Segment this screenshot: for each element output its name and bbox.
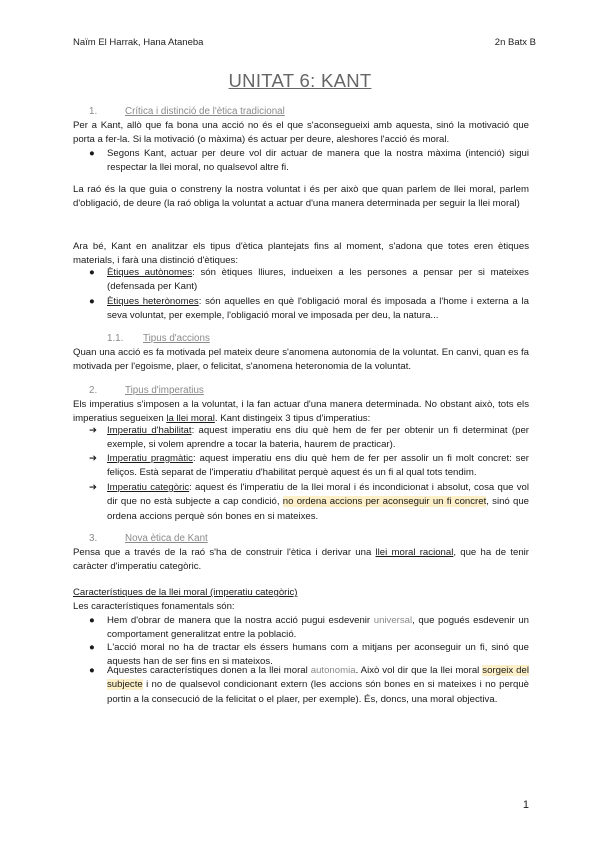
- bullet-icon: ●: [89, 267, 95, 278]
- pragmatic-text: : aquest imperatiu ens diu què hem de fer per assolir un fi molt concret: ser feliços. Està separat de l'imperatiu d'habilitat perquè aquest és un fi al qual tots tendim.: [107, 453, 529, 479]
- c1-text-a: Hem d'obrar de manera que la nostra acció pugui esdevenir: [107, 615, 374, 626]
- arrow-icon: ➔: [89, 425, 98, 436]
- s1-paragraph-3: Ara bé, Kant en analitzar els tipus d'ètica plantejats fins al moment, s'adona que totes eren ètiques materials, i farà una distinció d'ètiques:: [73, 241, 529, 267]
- characteristic-autonomia: [107, 664, 529, 707]
- arrow-icon: ➔: [89, 482, 98, 493]
- term-heteronomes: Ètiques heterònomes: [107, 296, 199, 307]
- s1-paragraph-2: La raó és la que guia o constreny la nostra voluntat i és per això que quan parlem de llei moral, parlem d'obligació, de deure (la raó obliga la voluntat a actuar d'una manera determinada per seguir la llei moral): [73, 184, 529, 210]
- bullet-icon: ●: [89, 665, 95, 676]
- s2-text-b: . Kant distingeix 3 tipus d'imperatius:: [214, 413, 371, 425]
- s2-text-a: Els imperatius s'imposen a la voluntat, i la fan actuar d'una manera determinada. No obstant això, tots els imperatius segueixen: [73, 399, 529, 425]
- autonomes-text: : són ètiques lliures, indueixen a les persones a pensar per si mateixes (defensada per Kant): [107, 267, 529, 293]
- habilitat-text: : aquest imperatiu ens diu què hem de fer per obtenir un fi determinat (per exemple, si volem aprendre a tocar la bateria, haurem de practicar).: [107, 425, 529, 451]
- term-autonomes: Ètiques autònomes: [107, 267, 193, 278]
- keyword-universal: universal: [373, 615, 413, 626]
- term-pragmatic: Imperatiu pragmàtic: [107, 453, 193, 464]
- s2-item-pragmatic: [107, 452, 529, 481]
- s1-bullet-autonomes: [107, 266, 529, 295]
- bullet-icon: ●: [89, 296, 95, 307]
- characteristics-heading-text: Característiques de la llei moral (imperatiu categòric): [73, 587, 298, 598]
- section-3-label: Nova ètica de Kant: [125, 533, 208, 544]
- s2-item-habilitat: [107, 424, 529, 453]
- page-title: UNITAT 6: KANT: [228, 70, 372, 91]
- c3-text-b: . Això vol dir que la llei moral: [355, 665, 483, 676]
- bullet-icon: ●: [89, 642, 95, 653]
- bullet-icon: ●: [89, 148, 95, 159]
- characteristics-intro: Les característiques fonamentals són:: [73, 601, 235, 612]
- s3-paragraph: [73, 546, 529, 575]
- bullet-icon: ●: [89, 615, 95, 626]
- categoric-text-a: : aquest és l'imperatiu de la llei moral i és incondicionat i absolut, cosa que vol dir que no està subjecte a cap condició,: [107, 482, 529, 508]
- s3-text-a: Pensa que a través de la raó s'ha de construir l'ètica i derivar una: [73, 547, 376, 558]
- c3-text-c: i no de qualsevol condicionant extern (les accions són bones en si mateixes i no perquè portin a la consecució de la felicitat o el plaer, per exemple). És, doncs, una moral objectiva.: [107, 679, 529, 705]
- s1-bullet-heteronomes: [107, 295, 529, 324]
- characteristic-universal: [107, 614, 529, 643]
- section-3-heading: [89, 533, 208, 544]
- characteristics-heading: [73, 586, 529, 600]
- section-2-number: 2.: [89, 385, 98, 396]
- s11-paragraph: Quan una acció es fa motivada pel mateix deure s'anomena autonomia de la voluntat. En canvi, quan es fa motivada per l'egoisme, plaer, o felicitat, s'anomena heteronomia de la voluntat.: [73, 347, 529, 373]
- section-1-1-number: 1.1.: [107, 333, 124, 344]
- header-authors: Naïm El Harrak, Hana Ataneba: [73, 37, 204, 48]
- term-categoric: Imperatiu categòric: [107, 482, 190, 493]
- autonomia-highlight: sorgeix del subjecte: [107, 665, 529, 691]
- section-1-1-label: Tipus d'accions: [143, 333, 210, 344]
- page-number: 1: [522, 799, 529, 811]
- heteronomes-text: : són aquelles en què l'obligació moral és imposada a l'home i externa a la seva voluntat, per exemple, l'obligació moral ve imposada per deu, la natura...: [107, 296, 529, 322]
- section-1-1-heading: [107, 333, 210, 344]
- section-1-label: Crítica i distinció de l'ètica tradicional: [125, 106, 285, 117]
- section-1-heading: [89, 106, 285, 117]
- s3-link-llei-racional: llei moral racional: [375, 547, 454, 558]
- s2-paragraph: [73, 398, 529, 427]
- arrow-icon: ➔: [89, 453, 98, 464]
- s1-bullet-1: Segons Kant, actuar per deure vol dir actuar de manera que la nostra màxima (intenció) sigui respectar la llei moral, no qualsevol altre fi.: [107, 148, 529, 174]
- characteristic-fins: L'acció moral no ha de tractar els éssers humans com a mitjans per aconseguir un fi, sinó que aquests han de ser fins en si mateixos.: [107, 642, 529, 668]
- section-1-number: 1.: [89, 106, 98, 117]
- categoric-highlight: no ordena accions per aconseguir un fi concret: [282, 496, 487, 508]
- c1-text-b: , que pogués esdevenir un comportament generalitzat entre la població.: [107, 615, 529, 641]
- section-2-label: Tipus d'imperatius: [125, 385, 204, 396]
- section-3-number: 3.: [89, 533, 98, 544]
- keyword-autonomia: autonomia: [310, 665, 356, 676]
- c3-text-a: Aquestes característiques donen a la llei moral: [107, 665, 311, 676]
- s3-text-b: , que ha de tenir caràcter d'imperatiu categòric.: [73, 547, 529, 573]
- categoric-text-b: , sinó que ordena accions perquè són bones en si mateixes.: [107, 496, 529, 522]
- header-class: 2n Batx B: [494, 37, 536, 48]
- section-2-heading: [89, 385, 204, 396]
- s2-item-categoric: [107, 481, 529, 524]
- s1-paragraph-1: Per a Kant, allò que fa bona una acció no és el que s'aconsegueixi amb aquesta, sinó la motivació que porta a fer-la. Si la motivació (o màxima) és actuar per deure, aleshores l'acció és moral.: [73, 120, 529, 146]
- term-habilitat: Imperatiu d'habilitat: [107, 425, 192, 436]
- s2-link-llei-moral: la llei moral: [166, 413, 215, 425]
